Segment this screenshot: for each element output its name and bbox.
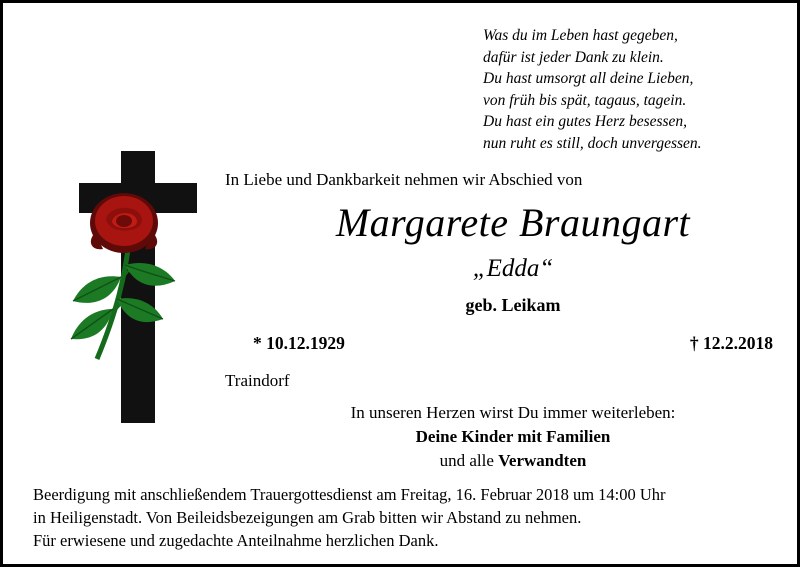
life-dates: [253, 331, 773, 355]
birth-date: * 10.12.1929: [253, 333, 345, 353]
dedication-line-3-bold: Verwandten: [498, 451, 587, 470]
deceased-nickname: „Edda“: [472, 255, 554, 282]
funeral-line-2: in Heiligenstadt. Von Beileidsbezeigungen am Grab bitten wir Abstand zu nehmen.: [33, 508, 582, 527]
rose-icon: [51, 181, 211, 391]
funeral-details: [33, 483, 773, 552]
poem-line: nun ruht es still, doch unvergessen.: [483, 134, 702, 152]
dedication-line-2: Deine Kinder mit Familien: [415, 427, 611, 446]
poem-line: Was du im Leben hast gegeben,: [483, 27, 678, 44]
deceased-name: Margarete Braungart: [335, 200, 691, 245]
deceased-maiden-name: geb. Leikam: [465, 295, 561, 315]
dedication-block: [253, 401, 773, 473]
dedication-line-1: In unseren Herzen wirst Du immer weiterleben:: [350, 403, 676, 422]
poem-line: dafür ist jeder Dank zu klein.: [483, 48, 664, 66]
poem-line: von früh bis spät, tagaus, tagein.: [483, 91, 687, 109]
poem-line: Du hast umsorgt all deine Lieben,: [483, 70, 694, 87]
memorial-poem: [483, 25, 783, 154]
dedication-line-3-prefix: und alle: [439, 451, 499, 470]
place-of-residence: Traindorf: [225, 371, 290, 390]
cross-with-rose-illustration: [43, 143, 233, 433]
poem-line: Du hast ein gutes Herz besessen,: [483, 113, 688, 130]
intro-text: In Liebe und Dankbarkeit nehmen wir Abschied von: [225, 170, 583, 189]
funeral-line-3: Für erwiesene und zugedachte Anteilnahme herzlichen Dank.: [33, 531, 439, 550]
funeral-line-1: Beerdigung mit anschließendem Trauergottesdienst am Freitag, 16. Februar 2018 um 14:00 Uhr: [33, 485, 666, 504]
death-date: † 12.2.2018: [689, 333, 773, 353]
